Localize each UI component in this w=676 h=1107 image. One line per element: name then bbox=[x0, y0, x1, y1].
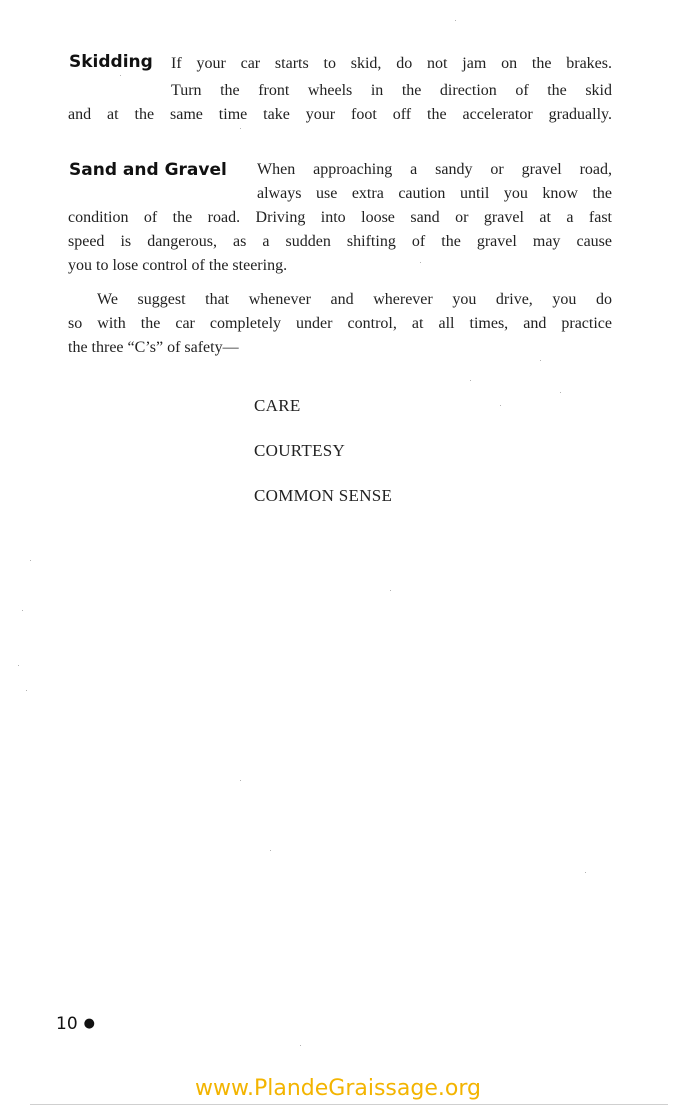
suggestion-line-3: the three “C’s” of safety— bbox=[68, 339, 239, 356]
scan-speck bbox=[585, 872, 586, 873]
scan-speck bbox=[30, 560, 31, 561]
skidding-line-3: and at the same time take your foot off the accelerator gradually. bbox=[68, 106, 612, 123]
page-number bbox=[56, 1014, 95, 1034]
scan-speck bbox=[500, 405, 501, 406]
scan-speck bbox=[300, 1045, 301, 1046]
skidding-line-1: If your car starts to skid, do not jam on the brakes. bbox=[171, 55, 612, 72]
scan-speck bbox=[540, 360, 541, 361]
scan-speck bbox=[22, 610, 23, 611]
scan-speck bbox=[240, 780, 241, 781]
sand-gravel-line-3: condition of the road. Driving into loose sand or gravel at a fast bbox=[68, 209, 612, 226]
three-cs-courtesy: COURTESY bbox=[254, 441, 346, 460]
watermark-url[interactable]: www.PlandeGraissage.org bbox=[195, 1076, 481, 1101]
three-cs-common-sense: COMMON SENSE bbox=[254, 486, 393, 505]
scan-speck bbox=[120, 75, 121, 76]
scan-speck bbox=[270, 850, 271, 851]
bullet-icon: ● bbox=[83, 1016, 95, 1031]
suggestion-line-2: so with the car completely under control, at all times, and practice bbox=[68, 315, 612, 332]
sand-gravel-line-5: you to lose control of the steering. bbox=[68, 257, 288, 274]
skidding-heading: Skidding bbox=[69, 52, 153, 72]
scan-speck bbox=[18, 665, 19, 666]
page-number-value: 10 bbox=[56, 1014, 78, 1034]
scan-speck bbox=[240, 128, 241, 129]
scan-speck bbox=[26, 690, 27, 691]
sand-gravel-line-1: When approaching a sandy or gravel road, bbox=[257, 161, 612, 178]
sand-gravel-heading: Sand and Gravel bbox=[69, 160, 227, 180]
suggestion-line-1: We suggest that whenever and wherever you drive, you do bbox=[97, 291, 612, 308]
scan-edge-line bbox=[30, 1104, 668, 1105]
sand-gravel-line-2: always use extra caution until you know the bbox=[257, 185, 612, 202]
scan-speck bbox=[470, 380, 471, 381]
sand-gravel-line-4: speed is dangerous, as a sudden shifting of the gravel may cause bbox=[68, 233, 612, 250]
scan-speck bbox=[420, 262, 421, 263]
scan-speck bbox=[455, 20, 456, 21]
scan-speck bbox=[560, 392, 561, 393]
skidding-line-2: Turn the front wheels in the direction of the skid bbox=[171, 82, 612, 99]
three-cs-care: CARE bbox=[254, 396, 301, 415]
scan-speck bbox=[390, 590, 391, 591]
